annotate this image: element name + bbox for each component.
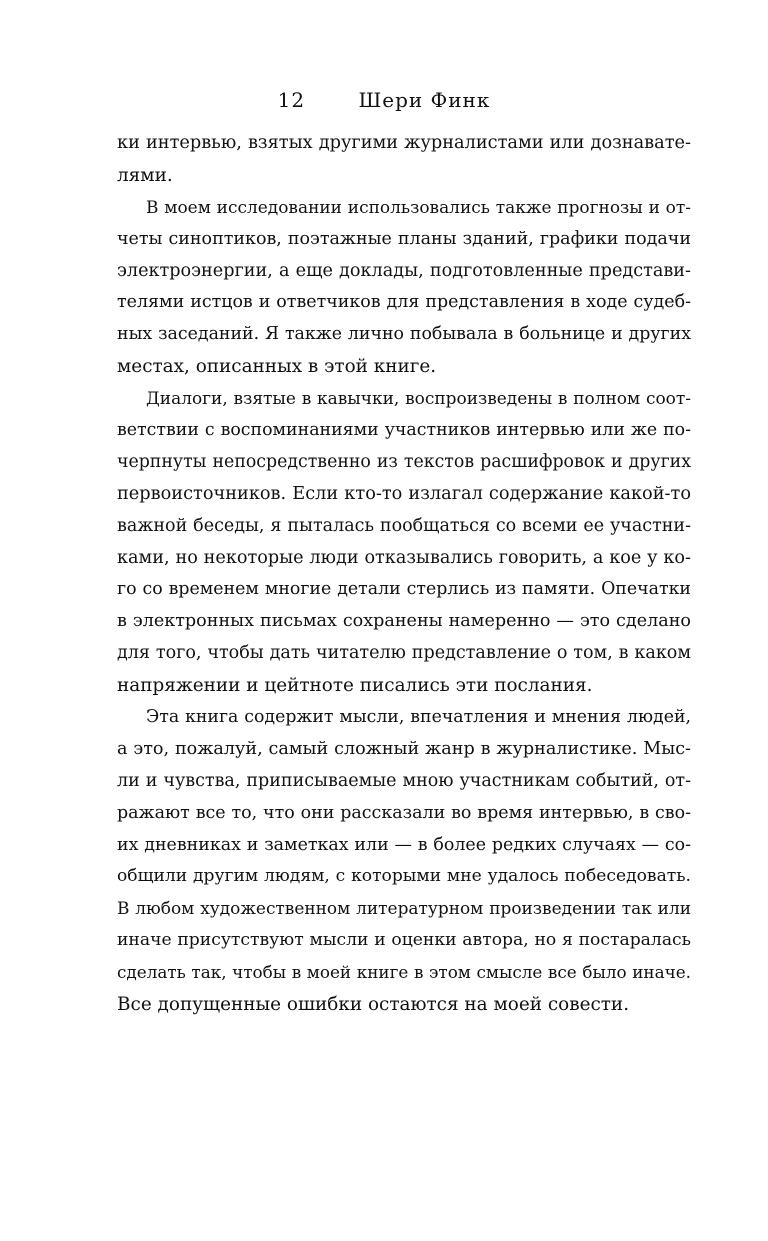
text-line: в электронных письмах сохранены намеренно — это сделано [117,611,691,632]
text-line: местах, описанных в этой книге. [117,356,437,378]
page-number: 12 [277,88,306,112]
text-line: лями. [117,164,173,186]
text-line: напряжении и цейтноте писались эти послания. [117,675,593,697]
text-line: электроэнергии, а еще доклады, подготовленные представи- [117,260,691,281]
text-line: Все допущенные ошибки остаются на моей совести. [117,994,630,1016]
text-line: ли и чувства, приписываемые мною участникам событий, от- [117,770,691,791]
text-line: а это, пожалуй, самый сложный жанр в журналистике. Мыс- [117,738,691,759]
text-line: ки интервью, взятых другими журналистами или дознавате- [117,133,691,153]
text-line: Диалоги, взятые в кавычки, воспроизведены в полном соот- [146,388,691,409]
text-line: ных заседаний. Я также лично побывала в больнице и других [117,324,691,345]
author-name: Шери Финк [358,88,491,112]
text-line: ражают все то, что они рассказали во время интервью, в сво- [117,802,691,823]
text-line: иначе присутствуют мысли и оценки автора, но я постаралась [117,930,691,951]
text-line: для того, чтобы дать читателю представление о том, в каком [117,643,691,664]
text-line: ветствии с воспоминаниями участников интервью или же по- [117,420,691,441]
text-line: сделать так, чтобы в моей книге в этом смысле все было иначе. [117,962,691,983]
text-line: телями истцов и ответчиков для представления в ходе судеб- [117,292,691,313]
text-line: четы синоптиков, поэтажные планы зданий, графики подачи [117,228,691,249]
text-line: важной беседы, я пыталась пообщаться со всеми ее участни- [117,515,691,536]
text-line: черпнуты непосредственно из текстов расшифровок и других [117,451,691,472]
text-line: первоисточников. Если кто-то излагал содержание какой-то [117,483,691,504]
text-line: го со временем многие детали стерлись из памяти. Опечатки [117,579,691,600]
text-line: В любом художественном литературном произведении так или [117,898,691,919]
text-line: Эта книга содержит мысли, впечатления и мнения людей, [146,707,691,728]
text-line: общили другим людям, с которыми мне удалось побеседовать. [117,866,691,887]
text-line: В моем исследовании использовались также прогнозы и от- [146,196,691,217]
text-line: их дневниках и заметках или — в более редких случаях — со- [117,834,691,855]
text-line: ками, но некоторые люди отказывались говорить, а кое у ко- [117,547,691,568]
body-text [117,128,691,1021]
running-head [0,88,768,112]
